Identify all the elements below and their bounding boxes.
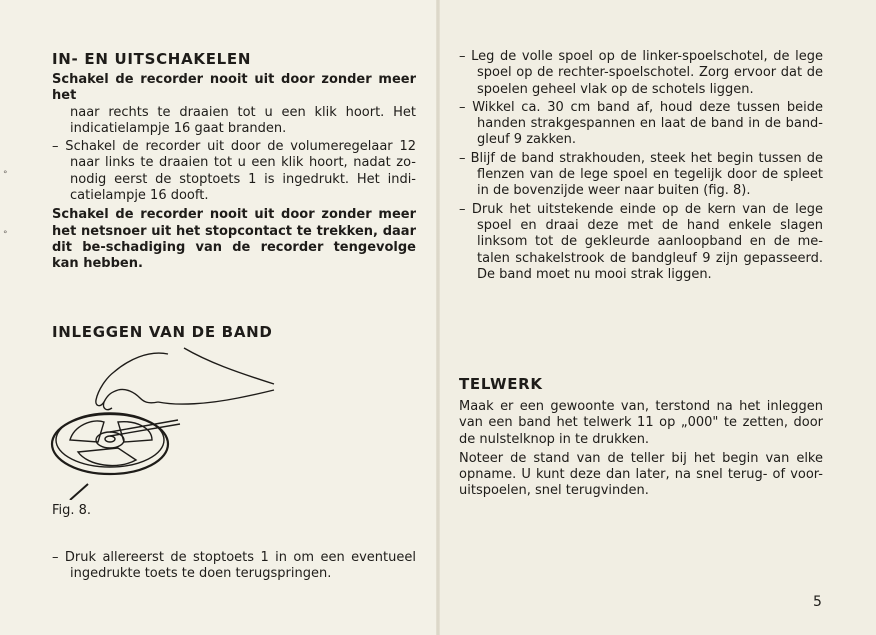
page-gutter (436, 0, 440, 635)
section2-body (52, 550, 416, 583)
page-number: 5 (813, 594, 822, 610)
section1-p1-bold: Schakel de recorder nooit uit door zonder meer het (52, 72, 416, 104)
tape-loading-steps (459, 49, 823, 283)
step-item: – Druk het uitstekende einde op de kern van de lege spoel en draai deze met de hand enkele slagen linksom tot de gekleurde aanloopband en de me-talen schakelstrook de bandgleuf 9 zijn gepasseerd. De band moet nu mooi strak liggen. (459, 201, 823, 282)
margin-mark: ° (3, 170, 8, 180)
telwerk-p1: Maak er een gewoonte van, terstond na het inleggen van een band het telwerk 11 op „000" te zetten, door de nulstelknop in te drukken. (459, 399, 823, 447)
section1-p2: – Schakel de recorder uit door de volumeregelaar 12 naar links te draaien tot u een klik hoort, nadat zo-nodig eerst de stoptoets 1 is ingedrukt. Het indi-catielampje 16 dooft. (52, 139, 416, 204)
section1-p1-rest: naar rechts te draaien tot u een klik hoort. Het indicatielampje 16 gaat branden. (70, 104, 416, 136)
margin-mark: ° (3, 230, 8, 240)
step-item: – Blijf de band strakhouden, steek het begin tussen de flenzen van de lege spoel en tegelijk door de spleet in de bovenzijde weer naar buiten (fig. 8). (459, 150, 823, 199)
section-heading-telwerk: TELWERK (459, 375, 543, 393)
step-item: – Wikkel ca. 30 cm band af, houd deze tussen beide handen strakgespannen en laat de band in de band-gleuf 9 zakken. (459, 99, 823, 148)
section-heading-in-uitschakelen: IN- EN UITSCHAKELEN (52, 50, 252, 68)
figure-caption: Fig. 8. (52, 503, 92, 518)
section1-body (52, 72, 416, 273)
reel-illustration (48, 342, 276, 500)
telwerk-body (459, 399, 823, 500)
telwerk-p2: Noteer de stand van de teller bij het begin van elke opname. U kunt deze dan later, na snel terug- of voor-uitspoelen, snel terugvinden. (459, 450, 823, 499)
section-heading-inleggen: INLEGGEN VAN DE BAND (52, 323, 273, 341)
section1-p3-bold: Schakel de recorder nooit uit door zonder meer het netsnoer uit het stopcontact te trekken, daar dit be-schadiging van de recorder tengevolge kan hebben. (52, 207, 416, 272)
step-item: – Leg de volle spoel op de linker-spoelschotel, de lege spoel op de rechter-spoelschotel. Zorg ervoor dat de spoelen geheel vlak op de schotels liggen. (459, 49, 823, 97)
section2-p1: – Druk allereerst de stoptoets 1 in om een eventueel ingedrukte toets te doen terugspringen. (52, 550, 416, 582)
